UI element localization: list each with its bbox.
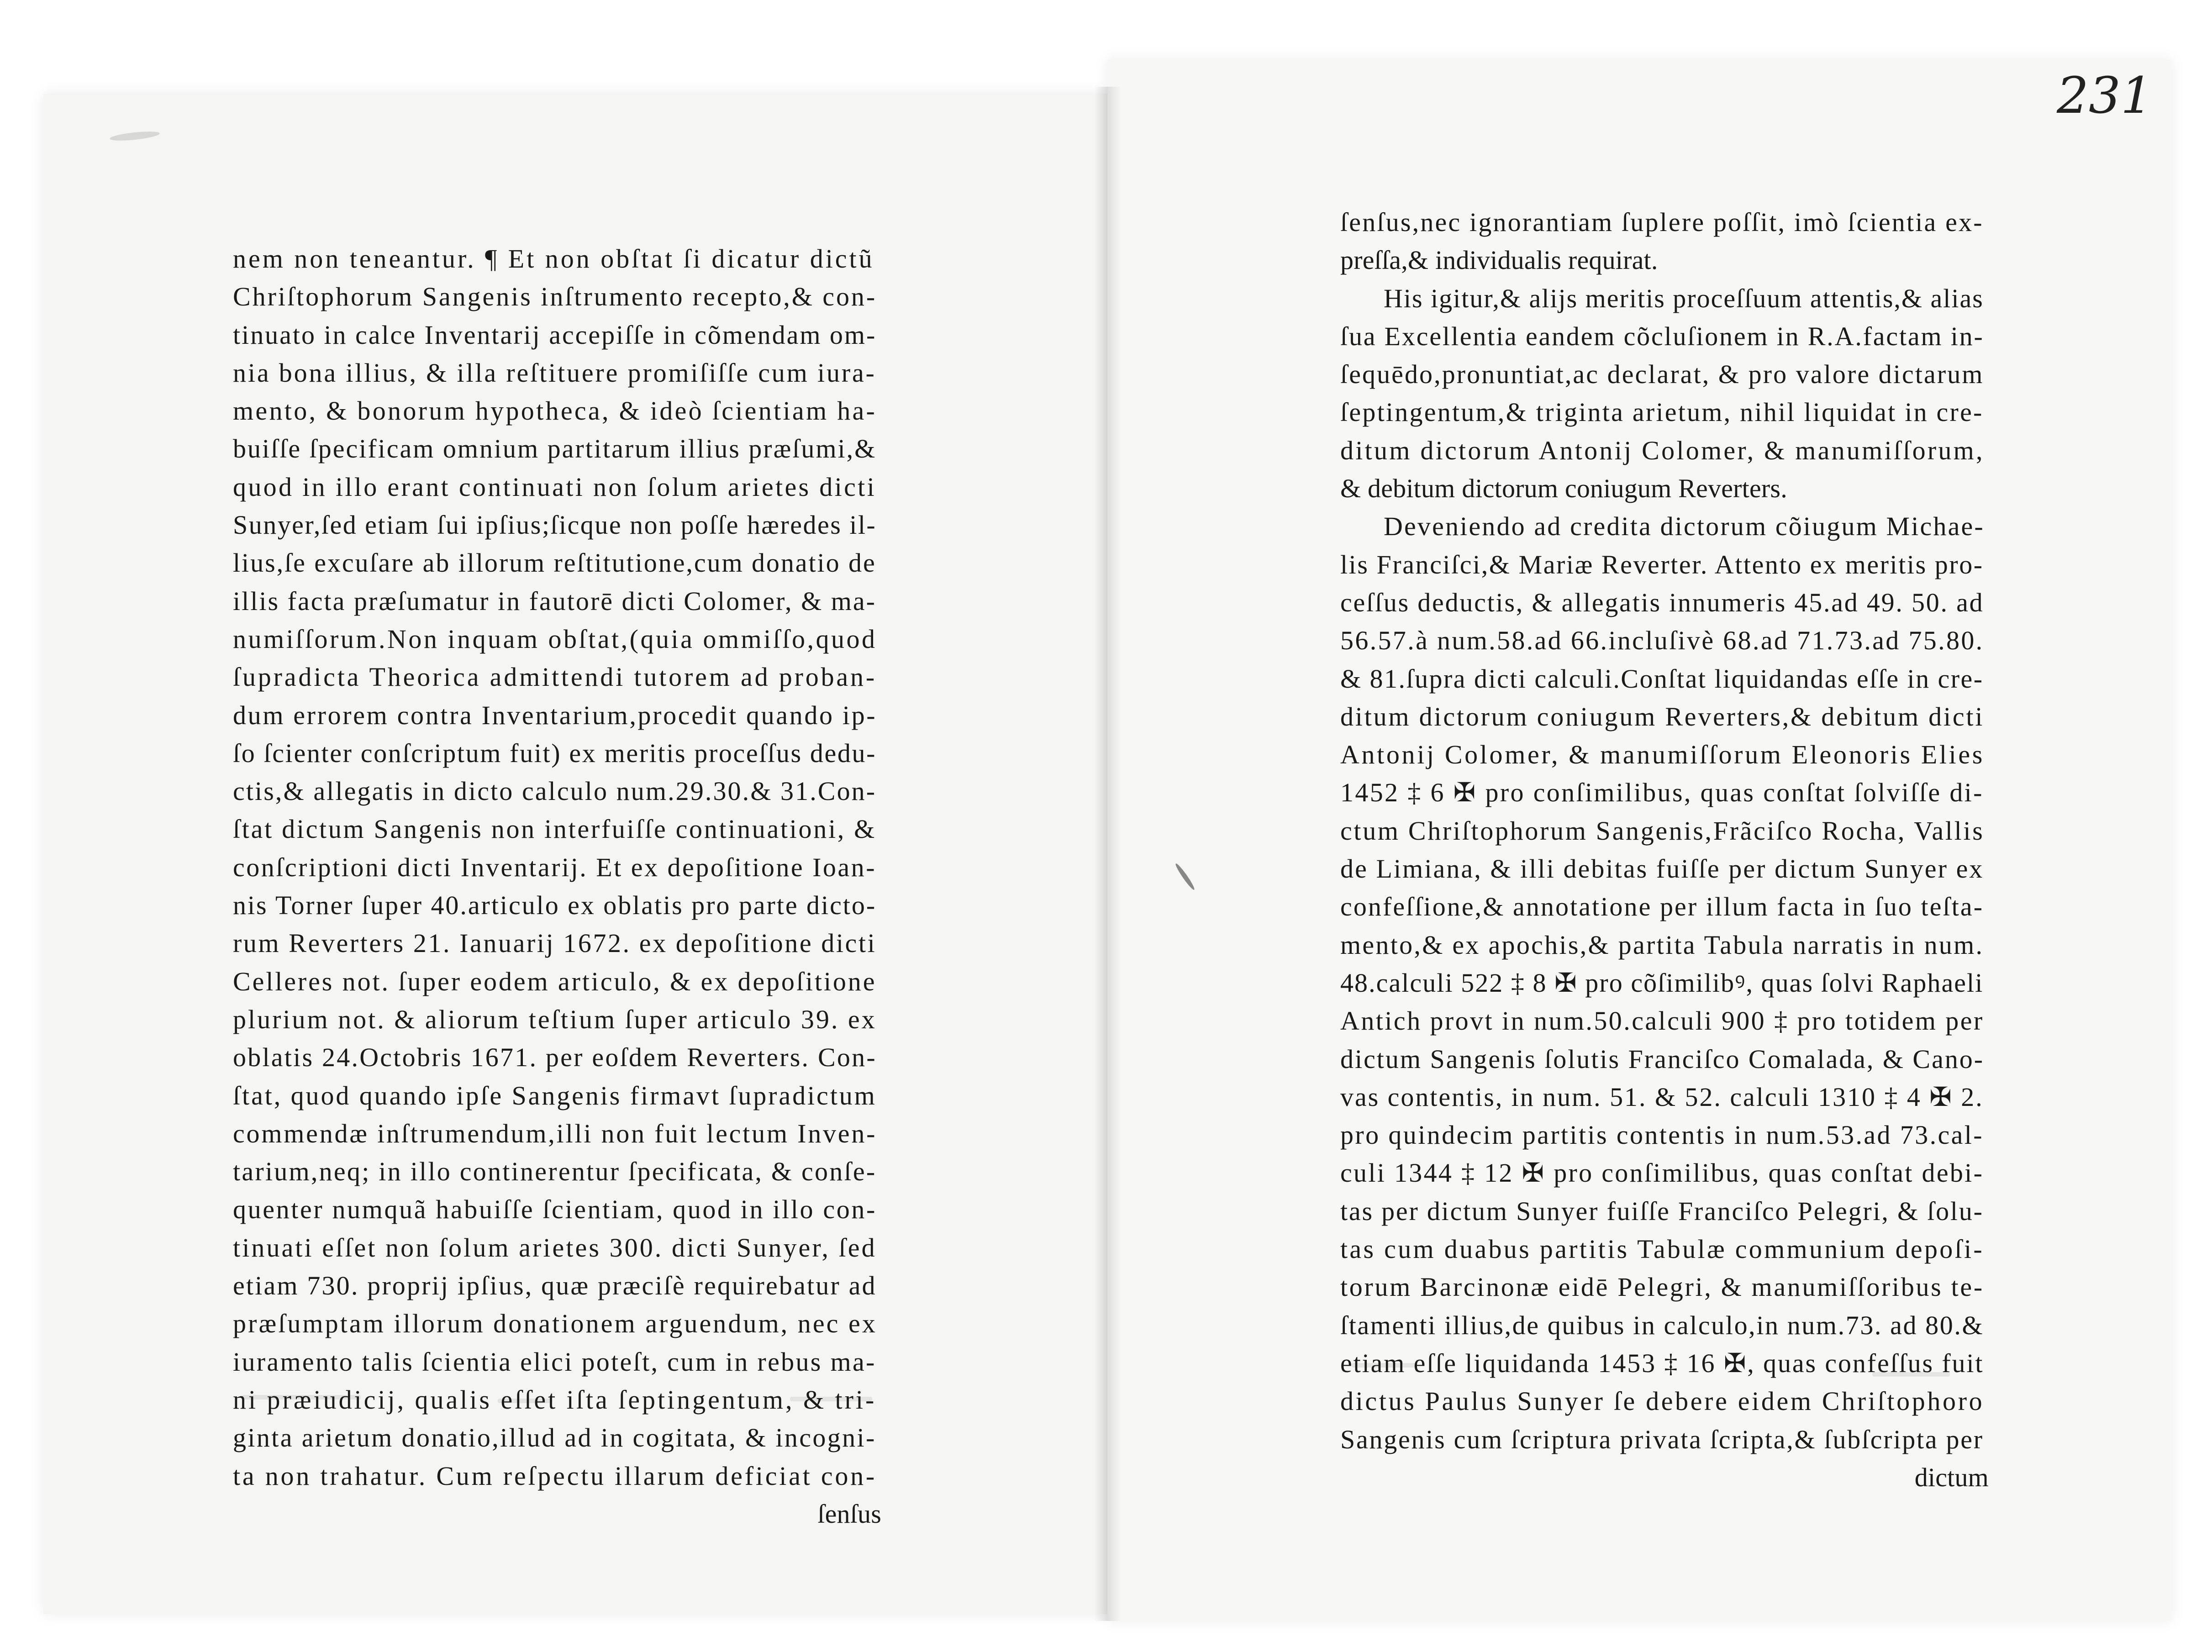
text-line: culi 1344 ‡ 12 ✠ pro conſimilibus, quas conſtat debi- <box>1340 1158 1984 1188</box>
catchword: ſenſus <box>817 1499 881 1529</box>
text-line: Antich provt in num.50.calculi 900 ‡ pro totidem per <box>1340 1006 1984 1036</box>
text-line: iuramento talis ſcientia elici poteſt, cum in rebus ma- <box>233 1347 876 1377</box>
text-line: buiſſe ſpecificam omnium partitarum illius præſumi,& <box>233 434 877 464</box>
text-line: 48.calculi 522 ‡ 8 ✠ pro cõſimilibꝰ, quas ſolvi Raphaeli <box>1340 968 1984 998</box>
text-line: ſtat dictum Sangenis non interfuiſſe continuationi, & <box>233 814 876 844</box>
text-line: ditum dictorum coniugum Reverters,& debitum dicti <box>1340 701 1985 731</box>
text-line: Celleres not. ſuper eodem articulo, & ex depoſitione <box>233 966 877 996</box>
text-line: ni præiudicij, qualis eſſet iſta ſeptingentum, & tri- <box>233 1384 877 1415</box>
text-line: ſtamenti illius,de quibus in calculo,in num.73. ad 80.& <box>1340 1310 1984 1340</box>
text-line: ſupradicta Theorica admittendi tutorem ad proban- <box>233 662 877 692</box>
text-line: tas cum duabus partitis Tabulæ communium depoſi- <box>1340 1234 1985 1264</box>
text-line: mento,& ex apochis,& partita Tabula narratis in num. <box>1340 930 1984 960</box>
text-line: lius,ſe excuſare ab illorum reſtitutione,cum donatio de <box>233 548 876 578</box>
text-line: ditum dictorum Antonij Colomer, & manumiſſorum, <box>1340 435 1985 465</box>
text-line: etiam 730. proprij ipſius, quæ præciſè requirebatur ad <box>233 1271 877 1301</box>
text-line: confeſſione,& annotatione per illum facta in ſuo teſta- <box>1340 892 1984 922</box>
text-line: ginta arietum donatio,illud ad in cogitata, & incogni- <box>233 1423 876 1453</box>
text-line: illis facta præſumatur in fautorē dicti Colomer, & ma- <box>233 586 876 616</box>
text-line: tinuati eſſet non ſolum arietes 300. dicti Sunyer, ſed <box>233 1232 877 1263</box>
text-line: dum errorem contra Inventarium,procedit quando ip- <box>233 700 877 730</box>
text-line: oblatis 24.Octobris 1671. per eoſdem Reverters. Con- <box>233 1042 877 1073</box>
book-gutter <box>1094 87 1121 1621</box>
text-line: plurium not. & aliorum teſtium ſuper articulo 39. ex <box>233 1004 877 1034</box>
text-line: vas contentis, in num. 51. & 52. calculi 1310 ‡ 4 ✠ 2. <box>1340 1082 1984 1112</box>
text-line: 1452 ‡ 6 ✠ pro conſimilibus, quas conſtat ſolviſſe di- <box>1340 778 1984 808</box>
text-line: nia bona illius, & illa reſtituere promiſiſſe cum iura- <box>233 358 876 388</box>
text-line: nis Torner ſuper 40.articulo ex oblatis pro parte dicto- <box>233 890 877 921</box>
text-line: preſſa,& individualis requirat. <box>1340 245 1658 275</box>
text-line: Sangenis cum ſcriptura privata ſcripta,& ſubſcripta per <box>1340 1424 1984 1454</box>
right-text-column <box>1340 203 1989 1496</box>
catchword: dictum <box>1914 1462 1989 1492</box>
text-line: ſua Excellentia eandem cõcluſionem in R.A.factam in- <box>1340 321 1984 351</box>
text-line: ſeptingentum,& triginta arietum, nihil liquidat in cre- <box>1340 397 1984 427</box>
text-line: rum Reverters 21. Ianuarij 1672. ex depoſitione dicti <box>233 928 877 958</box>
text-line: pro quindecim partitis contentis in num.53.ad 73.cal- <box>1340 1120 1984 1150</box>
text-line: de Limiana, & illi debitas fuiſſe per dictum Sunyer ex <box>1340 854 1984 884</box>
text-line: ſequēdo,pronuntiat,ac declarat, & pro valore dictarum <box>1340 359 1984 389</box>
text-line: lis Franciſci,& Mariæ Reverter. Attento ex meritis pro- <box>1340 549 1984 579</box>
text-line: ſo ſcienter conſcriptum fuit) ex meritis proceſſus dedu- <box>233 738 877 768</box>
text-line: commendæ inſtrumendum,illi non fuit lectum Inven- <box>233 1118 877 1148</box>
text-line: torum Barcinonæ eidē Pelegri, & manumiſſoribus te- <box>1340 1272 1984 1302</box>
text-line: 56.57.à num.58.ad 66.incluſivè 68.ad 71.73.ad 75.80. <box>1340 626 1984 656</box>
text-line: His igitur,& alijs meritis proceſſuum attentis,& alias <box>1384 283 1984 313</box>
folio-number: 231 <box>2057 66 2153 125</box>
text-line: ctis,& allegatis in dicto calculo num.29.30.& 31.Con- <box>233 776 877 806</box>
text-line: præſumptam illorum donationem arguendum, nec ex <box>233 1309 877 1339</box>
text-line: etiam eſſe liquidanda 1453 ‡ 16 ✠, quas confeſſus fuit <box>1340 1348 1984 1378</box>
text-line: ta non trahatur. Cum reſpectu illarum deficiat con- <box>233 1461 877 1491</box>
text-line: ctum Chriſtophorum Sangenis,Frãciſco Rocha, Vallis <box>1340 815 1985 846</box>
left-text-column <box>233 240 881 1533</box>
text-line: nem non teneantur. ¶ Et non obſtat ſi dicatur dictũ <box>233 244 874 274</box>
text-line: Antonij Colomer, & manumiſſorum Eleonoris Elies <box>1340 740 1985 770</box>
text-line: dictus Paulus Sunyer ſe debere eidem Chriſtophoro <box>1340 1386 1985 1416</box>
text-line: Deveniendo ad credita dictorum cõiugum Michae- <box>1384 511 1985 542</box>
text-line: Chriſtophorum Sangenis inſtrumento recepto,& con- <box>233 282 877 312</box>
text-line: tinuato in calce Inventarij accepiſſe in cõmendam om- <box>233 320 877 350</box>
text-line: tarium,neq; in illo continerentur ſpecificata, & conſe- <box>233 1157 877 1187</box>
text-line: mento, & bonorum hypotheca, & ideò ſcientiam ha- <box>233 396 877 426</box>
text-line: quenter numquã habuiſſe ſcientiam, quod in illo con- <box>233 1194 877 1225</box>
text-line: ſtat, quod quando ipſe Sangenis firmavt ſupradictum <box>233 1080 877 1110</box>
text-line: & 81.ſupra dicti calculi.Conſtat liquidandas eſſe in cre- <box>1340 663 1984 694</box>
text-line: numiſſorum.Non inquam obſtat,(quia ommiſſo,quod <box>233 624 877 654</box>
text-line: Sunyer,ſed etiam ſui ipſius;ſicque non poſſe hæredes il- <box>233 510 877 540</box>
text-line: dictum Sangenis ſolutis Franciſco Comalada, & Cano- <box>1340 1044 1985 1074</box>
text-line: ſenſus,nec ignorantiam ſuplere poſſit, imò ſcientia ex- <box>1340 207 1984 237</box>
text-line: & debitum dictorum coniugum Reverters. <box>1340 474 1787 504</box>
text-line: conſcriptioni dicti Inventarij. Et ex depoſitione Ioan- <box>233 852 877 882</box>
text-line: tas per dictum Sunyer fuiſſe Franciſco Pelegri, & ſolu- <box>1340 1196 1984 1226</box>
text-line: quod in illo erant continuati non ſolum arietes dicti <box>233 472 877 502</box>
text-line: ceſſus deductis, & allegatis innumeris 45.ad 49. 50. ad <box>1340 587 1984 617</box>
